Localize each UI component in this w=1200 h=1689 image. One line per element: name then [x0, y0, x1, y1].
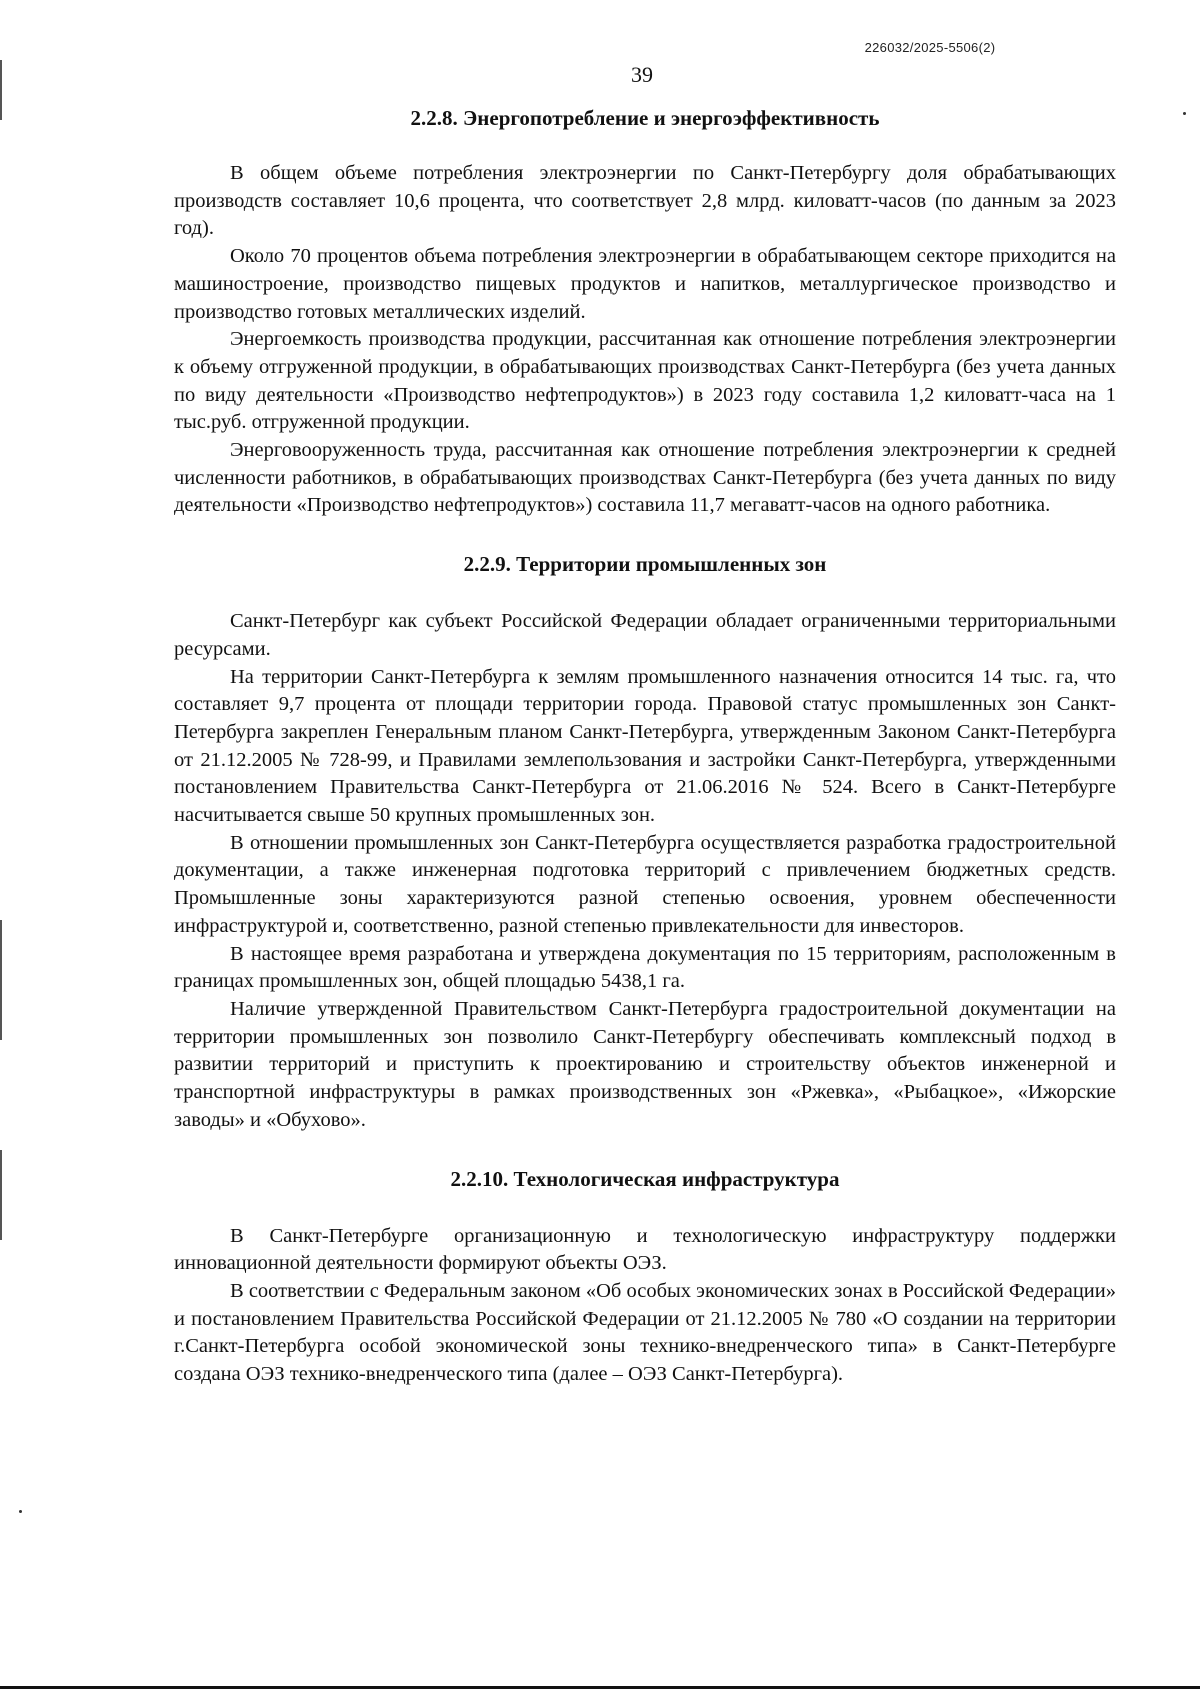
scan-edge-mark [0, 1150, 2, 1240]
section-title: 2.2.9. Территории промышленных зон [463, 552, 827, 577]
paragraph: Энергоемкость производства продукции, рассчитанная как отношение потребления электроэнергии к объему отгруженной продукции, в обрабатывающих производствах Санкт-Петербурга (без учета данных по виду деятельности «Производство нефтепродуктов») в 2023 году составила 1,2 киловатт-часа на 1 тыс.руб. отгруженной продукции. [174, 328, 1116, 434]
document-body [174, 104, 1116, 1389]
section-title: 2.2.8. Энергопотребление и энергоэффективность [410, 106, 880, 130]
section-energy-consumption [174, 104, 1116, 520]
section-technological-infrastructure [174, 1165, 1116, 1389]
paragraph: Наличие утвержденной Правительством Санкт-Петербурга градостроительной документации на территории промышленных зон позволило Санкт-Петербургу обеспечивать комплексный подход в развитии территорий и приступить к проектированию и строительству объектов инженерной и транспортной инфраструктуры в рамках производственных зон «Ржевка», «Рыбацкое», «Ижорские заводы» и «Обухово». [174, 997, 1116, 1131]
section-title: 2.2.10. Технологическая инфраструктура [450, 1166, 840, 1191]
scan-edge-mark [0, 920, 2, 1040]
page-number: 39 [631, 62, 653, 87]
paragraph: В настоящее время разработана и утверждена документация по 15 территориям, расположенным в границах промышленных зон, общей площадью 5438,1 га. [174, 942, 1116, 993]
paragraph: В отношении промышленных зон Санкт-Петербурга осуществляется разработка градостроительной документации, а также инженерная подготовка территорий с привлечением бюджетных средств. Промышленные зоны характеризуются разной степенью освоения, уровнем обеспеченности инфраструктурой и, соответственно, разной степенью привлекательности для инвесторов. [174, 831, 1116, 937]
document-registration-number: 226032/2025-5506(2) [864, 40, 996, 55]
paragraph: Санкт-Петербург как субъект Российской Федерации обладает ограниченными территориальными ресурсами. [174, 610, 1116, 660]
scan-speck [19, 1510, 22, 1513]
section-industrial-zones [174, 550, 1116, 1134]
paragraph: В общем объеме потребления электроэнергии по Санкт-Петербургу доля обрабатывающих производств составляет 10,6 процента, что соответствует 2,8 млрд. киловатт-часов (по данным за 2023 год). [174, 162, 1116, 240]
paragraph: На территории Санкт-Петербурга к землям промышленного назначения относится 14 тыс. га, что составляет 9,7 процента от площади территории города. Правовой статус промышленных зон Санкт-Петербурга закреплен Генеральным планом Санкт-Петербурга, утвержденным Законом Санкт-Петербурга от 21.12.2005 № 728-99, и Правилами землепользования и застройки Санкт-Петербурга, утвержденными постановлением Правительства Санкт-Петербурга от 21.06.2016 № 524. Всего в Санкт-Петербурге насчитывается свыше 50 крупных промышленных зон. [174, 665, 1116, 827]
paragraph: В соответствии с Федеральным законом «Об особых экономических зонах в Российской Федерации» и постановлением Правительства Российской Федерации от 21.12.2005 № 780 «О создании на территории г.Санкт-Петербурга особой экономической зоны технико-внедренческого типа» в Санкт-Петербурге создана ОЭЗ технико-внедренческого типа (далее – ОЭЗ Санкт-Петербурга). [174, 1279, 1116, 1386]
paragraph: В Санкт-Петербурге организационную и технологическую инфраструктуру поддержки инновационной деятельности формируют объекты ОЭЗ. [174, 1224, 1116, 1275]
scan-speck [1183, 112, 1186, 115]
paragraph: Около 70 процентов объема потребления электроэнергии в обрабатывающем секторе приходится на машиностроение, производство пищевых продуктов и напитков, металлургическое производство и производство готовых металлических изделий. [174, 245, 1116, 323]
paragraph: Энерговооруженность труда, рассчитанная как отношение потребления электроэнергии к средней численности работников, в обрабатывающих производствах Санкт-Петербурга (без учета данных по виду деятельности «Производство нефтепродуктов») составила 11,7 мегаватт-часов на одного работника. [174, 439, 1116, 517]
